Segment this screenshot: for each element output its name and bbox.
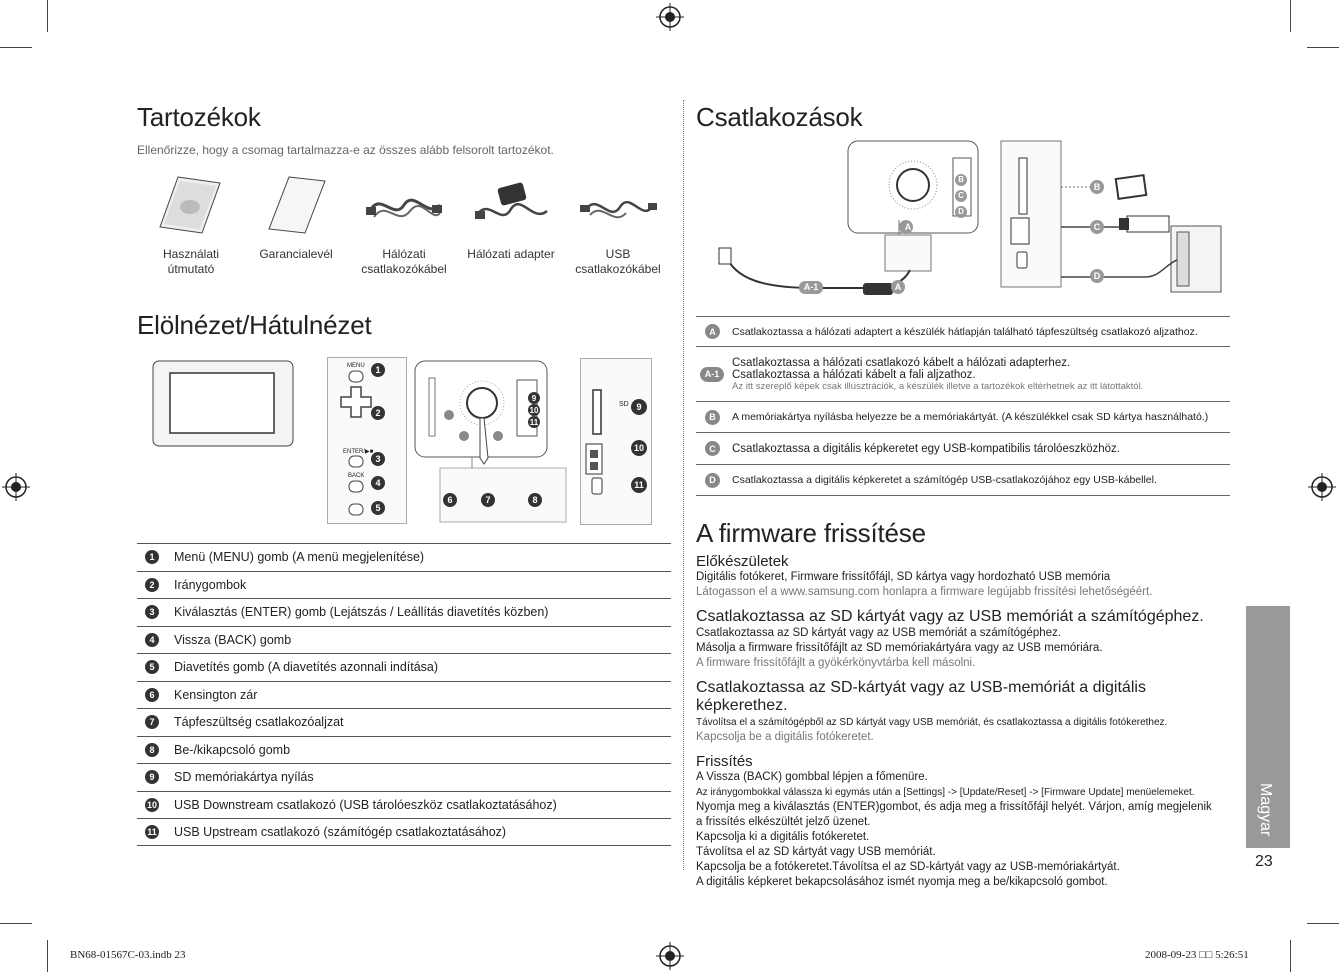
connection-row-b bbox=[696, 401, 1230, 432]
feature-row bbox=[137, 736, 671, 764]
footer-file: BN68-01567C-03.indb 23 bbox=[70, 949, 186, 961]
update-line: A Vissza (BACK) gombbal lépjen a főmenüre. bbox=[696, 771, 928, 783]
power-adapter-icon bbox=[471, 175, 551, 237]
diagram-label-c-2: C bbox=[1093, 222, 1101, 232]
menu-label: MENU bbox=[347, 363, 365, 369]
crop-mark bbox=[1290, 0, 1291, 32]
feature-row bbox=[137, 653, 671, 681]
svg-text:10: 10 bbox=[529, 406, 539, 415]
accessory-usb-cable bbox=[568, 175, 668, 277]
svg-text:1: 1 bbox=[375, 365, 381, 375]
letter-badge: A bbox=[705, 324, 720, 339]
update-line: Az iránygombokkal válassza ki egymás után a [Settings] -> [Update/Reset] -> [Firmware Update] menüelemeket. bbox=[696, 787, 1195, 798]
pc-heading: Csatlakoztassa az SD kártyát vagy az USB memóriát a számítógéphez. bbox=[696, 608, 1204, 625]
firmware-section bbox=[696, 553, 1236, 890]
usb-cable-icon bbox=[578, 175, 658, 237]
connection-row-d bbox=[696, 464, 1230, 496]
accessory-label: Garancialevél bbox=[259, 247, 333, 261]
crop-mark bbox=[1307, 47, 1339, 48]
front-view-illustration bbox=[152, 360, 294, 447]
feature-text: Kensington zár bbox=[174, 687, 258, 702]
accessory-manual bbox=[141, 175, 241, 277]
registration-mark-icon bbox=[656, 3, 684, 31]
frame-line: Távolítsa el a számítógépből az SD kártyát vagy USB memóriát, és csatlakoztassa a digitális fotókerethez. bbox=[696, 717, 1168, 728]
side-panel-illustration bbox=[327, 357, 407, 524]
crop-mark bbox=[0, 47, 32, 48]
svg-text:7: 7 bbox=[485, 495, 491, 505]
pc-line: Másolja a firmware frissítőfájlt az SD memóriakártyára vagy az USB memóriára. bbox=[696, 642, 1103, 654]
update-line: Távolítsa el az SD kártyát vagy USB memóriát. bbox=[696, 846, 936, 858]
manual-icon bbox=[158, 175, 224, 237]
frame-note: Kapcsolja be a digitális fotókeretet. bbox=[696, 731, 874, 743]
update-line: a frissítés elkészültét jelző üzenet. bbox=[696, 816, 871, 828]
language-label: Magyar bbox=[1257, 782, 1274, 836]
views-title: Elölnézet/Hátulnézet bbox=[137, 310, 372, 340]
diagram-label-b: B bbox=[958, 175, 964, 184]
feature-number: 5 bbox=[145, 660, 159, 674]
diagram-label-a-2: A bbox=[894, 282, 902, 292]
connections-title: Csatlakozások bbox=[696, 102, 863, 132]
svg-text:10: 10 bbox=[633, 443, 645, 453]
svg-text:11: 11 bbox=[529, 418, 539, 427]
feature-text: Tápfeszültség csatlakozóaljzat bbox=[174, 715, 344, 730]
frame-heading: Csatlakoztassa az SD-kártyát vagy az USB-memóriát a digitális képkerethez. bbox=[696, 679, 1146, 714]
update-heading: Frissítés bbox=[696, 753, 753, 770]
connection-text: Csatlakoztassa a hálózati adaptert a készülék hátlapján található tápfeszültség csatlakozó aljzathoz. bbox=[732, 325, 1198, 338]
feature-number: 1 bbox=[145, 550, 159, 564]
crop-mark bbox=[0, 923, 32, 924]
feature-text: Iránygombok bbox=[174, 577, 247, 592]
update-line: Kapcsolja ki a digitális fotókeretet. bbox=[696, 831, 870, 843]
back-label: BACK bbox=[348, 473, 365, 479]
feature-text: Be-/kikapcsoló gomb bbox=[174, 742, 291, 757]
feature-number: 9 bbox=[145, 770, 159, 784]
feature-number: 8 bbox=[145, 743, 159, 757]
accessory-power-adapter bbox=[461, 175, 561, 262]
feature-row bbox=[137, 818, 671, 846]
connection-text: A memóriakártya nyílásba helyezze be a memóriakártyát. (A készülékkel csak SD kártya használható.) bbox=[732, 411, 1209, 423]
diagram-label-b-2: B bbox=[1093, 182, 1101, 192]
registration-mark-icon bbox=[1308, 473, 1336, 501]
feature-row bbox=[137, 598, 671, 626]
feature-number: 3 bbox=[145, 605, 159, 619]
pc-note: A firmware frissítőfájlt a gyökérkönyvtárba kell másolni. bbox=[696, 657, 976, 669]
language-tab bbox=[1246, 606, 1290, 848]
feature-row bbox=[137, 626, 671, 654]
pc-line: Csatlakoztassa az SD kártyát vagy az USB memóriát a számítógéphez. bbox=[696, 627, 1061, 639]
accessories-title: Tartozékok bbox=[137, 102, 261, 132]
diagram-label-d-2: D bbox=[1093, 271, 1101, 281]
feature-row bbox=[137, 763, 671, 791]
power-cable-icon bbox=[364, 175, 444, 237]
feature-text: Vissza (BACK) gomb bbox=[174, 632, 292, 647]
feature-text: Diavetítés gomb (A diavetítés azonnali indítása) bbox=[174, 660, 439, 675]
warranty-card-icon bbox=[263, 175, 329, 237]
letter-badge: A-1 bbox=[700, 367, 724, 382]
update-line: A digitális képkeret bekapcsolásához ismét nyomja meg a be/kikapcsoló gombot. bbox=[696, 876, 1108, 888]
feature-text: USB Downstream csatlakozó (USB tárolóeszköz csatlakoztatásához) bbox=[174, 797, 557, 812]
crop-mark bbox=[1307, 923, 1339, 924]
svg-text:4: 4 bbox=[375, 478, 381, 488]
connection-text: Csatlakoztassa a digitális képkeretet a számítógép USB-csatlakozójához egy USB-kábellel. bbox=[732, 474, 1157, 486]
connection-text: Csatlakoztassa a hálózati kábelt a fali aljzathoz. bbox=[732, 368, 976, 381]
page-number: 23 bbox=[1255, 853, 1273, 870]
feature-text: USB Upstream csatlakozó (számítógép csatlakoztatásához) bbox=[174, 824, 507, 839]
update-line: Nyomja meg a kiválasztás (ENTER)gombot, és adja meg a frissítőfájl helyét. Várjon, amíg megjelenik bbox=[696, 801, 1212, 813]
diagram-label-a: A bbox=[904, 222, 912, 232]
crop-mark bbox=[1290, 940, 1291, 972]
feature-row bbox=[137, 543, 671, 571]
connection-text: Csatlakoztassa a digitális képkeretet egy USB-kompatibilis tárolóeszközhöz. bbox=[732, 442, 1120, 455]
feature-text: Kiválasztás (ENTER) gomb (Lejátszás / Leállítás diavetítés közben) bbox=[174, 605, 549, 620]
feature-number: 2 bbox=[145, 578, 159, 592]
svg-text:5: 5 bbox=[375, 503, 381, 513]
feature-row bbox=[137, 708, 671, 736]
connection-note: Az itt szereplő képek csak illusztrációk, a készülék illetve a tartozékok eltérhetnek az itt látottaktól. bbox=[732, 380, 1144, 392]
prep-line: Digitális fotókeret, Firmware frissítőfájl, SD kártya vagy hordozható USB memória bbox=[696, 571, 1111, 583]
prep-heading: Előkészületek bbox=[696, 553, 789, 570]
feature-row bbox=[137, 571, 671, 599]
accessory-label: Használati útmutató bbox=[162, 247, 220, 276]
accessories-subtitle: Ellenőrizze, hogy a csomag tartalmazza-e az összes alább felsorolt tartozékot. bbox=[137, 143, 554, 157]
accessory-label: Hálózati adapter bbox=[467, 247, 555, 261]
feature-text: SD memóriakártya nyílás bbox=[174, 770, 314, 785]
feature-row bbox=[137, 681, 671, 709]
registration-mark-icon bbox=[656, 942, 684, 970]
accessory-power-cable bbox=[354, 175, 454, 277]
back-panel-illustration bbox=[414, 358, 574, 525]
sd-label: SD bbox=[619, 401, 629, 408]
update-line: Kapcsolja be a fotókeretet.Távolítsa el az SD-kártyát vagy az USB-memóriakártyát. bbox=[696, 861, 1120, 873]
column-divider bbox=[683, 100, 684, 870]
accessory-label: Hálózati csatlakozókábel bbox=[361, 247, 447, 276]
diagram-label-a1: A-1 bbox=[803, 282, 819, 292]
feature-number: 4 bbox=[145, 633, 159, 647]
letter-badge: D bbox=[705, 473, 720, 488]
feature-table bbox=[137, 543, 671, 846]
accessory-warranty bbox=[246, 175, 346, 262]
connector-side-illustration bbox=[580, 358, 652, 525]
svg-text:9: 9 bbox=[636, 402, 642, 412]
registration-mark-icon bbox=[2, 473, 30, 501]
letter-badge: C bbox=[705, 441, 720, 456]
letter-badge: B bbox=[705, 410, 720, 425]
prep-note: Látogasson el a www.samsung.com honlapra a firmware legújabb frissítési lehetőségéért. bbox=[696, 586, 1153, 598]
feature-row bbox=[137, 791, 671, 819]
feature-number: 10 bbox=[146, 799, 157, 810]
feature-number: 6 bbox=[145, 688, 159, 702]
svg-text:3: 3 bbox=[375, 454, 381, 464]
footer-timestamp: 2008-09-23 □□ 5:26:51 bbox=[1145, 949, 1249, 961]
crop-mark bbox=[47, 940, 48, 972]
svg-text:11: 11 bbox=[634, 480, 644, 490]
svg-text:2: 2 bbox=[375, 408, 381, 418]
feature-number: 11 bbox=[145, 825, 159, 839]
connection-row-a1 bbox=[696, 346, 1230, 401]
connections-table bbox=[696, 316, 1230, 496]
connections-diagram bbox=[705, 140, 1225, 298]
feature-text: Menü (MENU) gomb (A menü megjelenítése) bbox=[174, 550, 425, 565]
connection-row-c bbox=[696, 432, 1230, 464]
feature-number: 7 bbox=[145, 715, 159, 729]
crop-mark bbox=[47, 0, 48, 32]
svg-text:8: 8 bbox=[532, 495, 538, 505]
firmware-title: A firmware frissítése bbox=[696, 518, 926, 548]
diagram-label-c: C bbox=[958, 191, 964, 200]
diagram-label-d: D bbox=[958, 207, 964, 216]
accessory-label: USB csatlakozókábel bbox=[575, 247, 661, 276]
connection-row-a bbox=[696, 316, 1230, 346]
svg-text:9: 9 bbox=[531, 394, 537, 403]
enter-label: ENTER/▶■ bbox=[343, 449, 374, 455]
svg-text:6: 6 bbox=[447, 495, 453, 505]
connection-text: Csatlakoztassa a hálózati csatlakozó kábelt a hálózati adapterhez. bbox=[732, 356, 1071, 369]
